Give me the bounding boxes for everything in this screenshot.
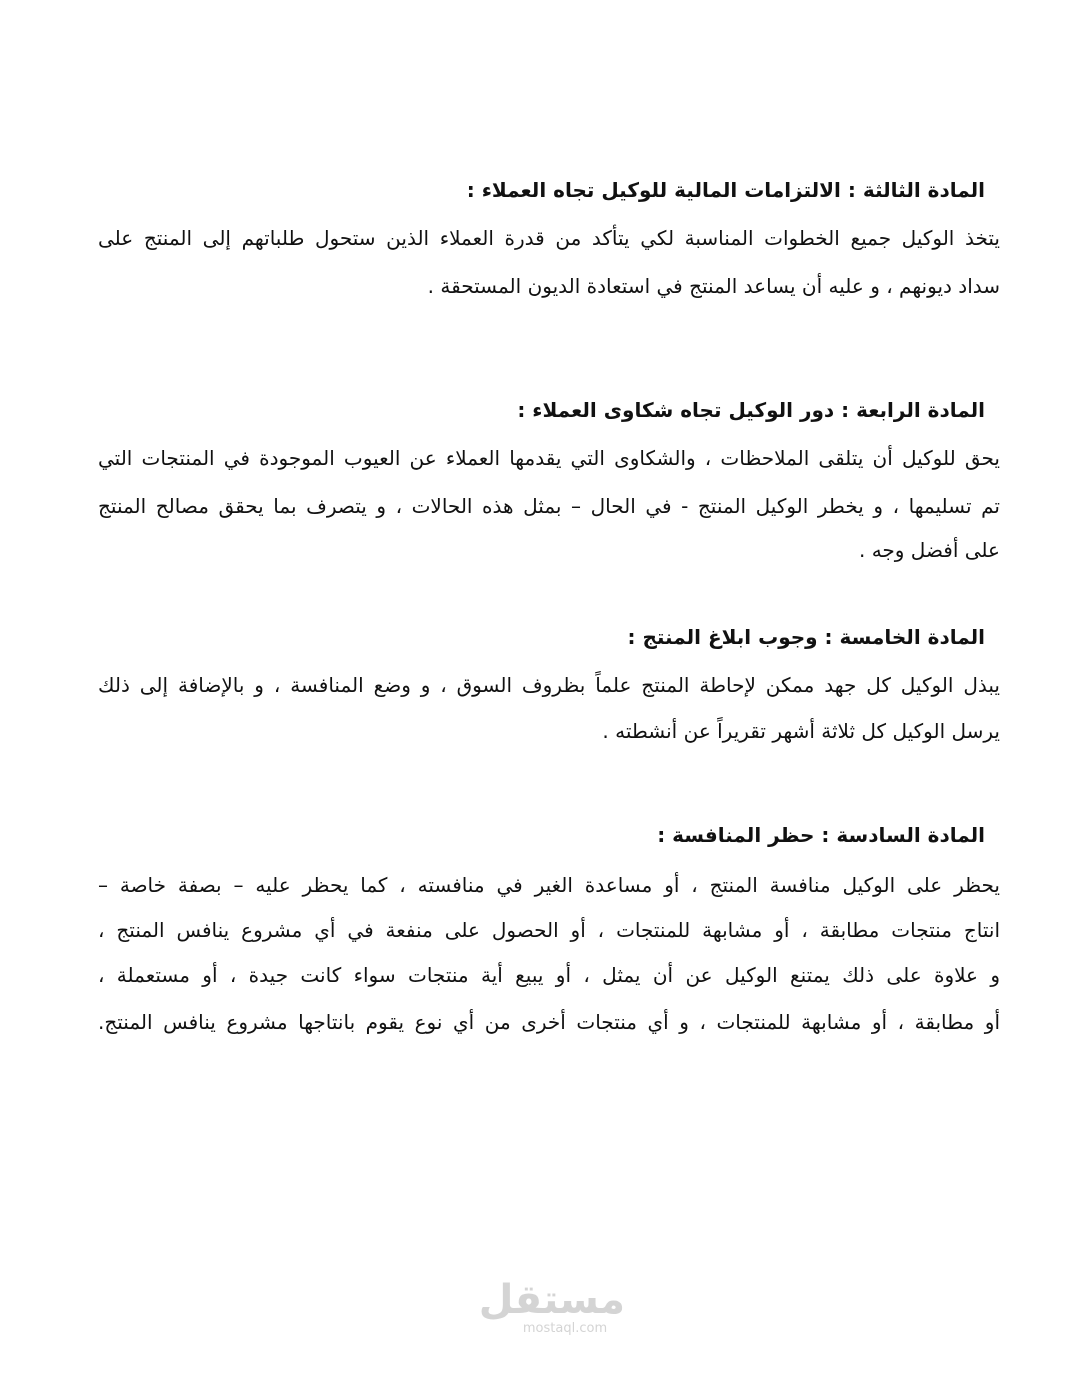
article-4-heading: المادة الرابعة : دور الوكيل تجاه شكاوى العملاء : — [517, 398, 985, 422]
article-3-heading: المادة الثالثة : الالتزامات المالية للوكيل تجاه العملاء : — [466, 178, 985, 202]
article-5-heading: المادة الخامسة : وجوب ابلاغ المنتج : — [627, 625, 985, 649]
article-4-line: على أفضل وجه . — [858, 538, 1000, 562]
article-6-line: انتاج منتجات مطابقة ، أو مشابهة للمنتجات ، أو الحصول على منفعة في أي مشروع ينافس المنتج ، — [98, 918, 1000, 942]
article-4-line: تم تسليمها ، و يخطر الوكيل المنتج - في الحال – بمثل هذه الحالات ، و يتصرف بما يحقق مصالح المنتج — [98, 494, 1000, 518]
article-6-heading: المادة السادسة : حظر المنافسة : — [657, 823, 985, 847]
watermark-latin: mostaql.com — [522, 1321, 608, 1336]
watermark-arabic: مستقل — [478, 1277, 625, 1323]
article-4-line: يحق للوكيل أن يتلقى الملاحظات ، والشكاوى التي يقدمها العملاء عن العيوب الموجودة في المنتجات التي — [98, 446, 1000, 470]
article-6-line: و علاوة على ذلك يمتنع الوكيل عن أن يمثل ، أو يبيع أية منتجات سواء كانت جيدة ، أو مستعملة ، — [98, 963, 1000, 987]
article-3-line: يتخذ الوكيل جميع الخطوات المناسبة لكي يتأكد من قدرة العملاء الذين ستحول طلباتهم إلى المنتج على — [98, 226, 1000, 250]
article-5-line: يرسل الوكيل كل ثلاثة أشهر تقريراً عن أنشطته . — [602, 719, 1000, 743]
article-3-line: سداد ديونهم ، و عليه أن يساعد المنتج في استعادة الديون المستحقة . — [427, 274, 1000, 298]
article-5-line: يبذل الوكيل كل جهد ممكن لإحاطة المنتج علماً بظروف السوق ، و وضع المنافسة ، و بالإضافة إلى ذلك — [98, 673, 1000, 697]
article-6-line: أو مطابقة ، أو مشابهة للمنتجات ، و أي منتجات أخرى من أي نوع يقوم بانتاجها مشروع ينافس المنتج. — [98, 1010, 1000, 1034]
article-6-line: يحظر على الوكيل منافسة المنتج ، أو مساعدة الغير في منافسته ، كما يحظر عليه – بصفة خاصة – — [98, 873, 1000, 897]
mostaql-watermark-logo — [478, 1277, 625, 1336]
